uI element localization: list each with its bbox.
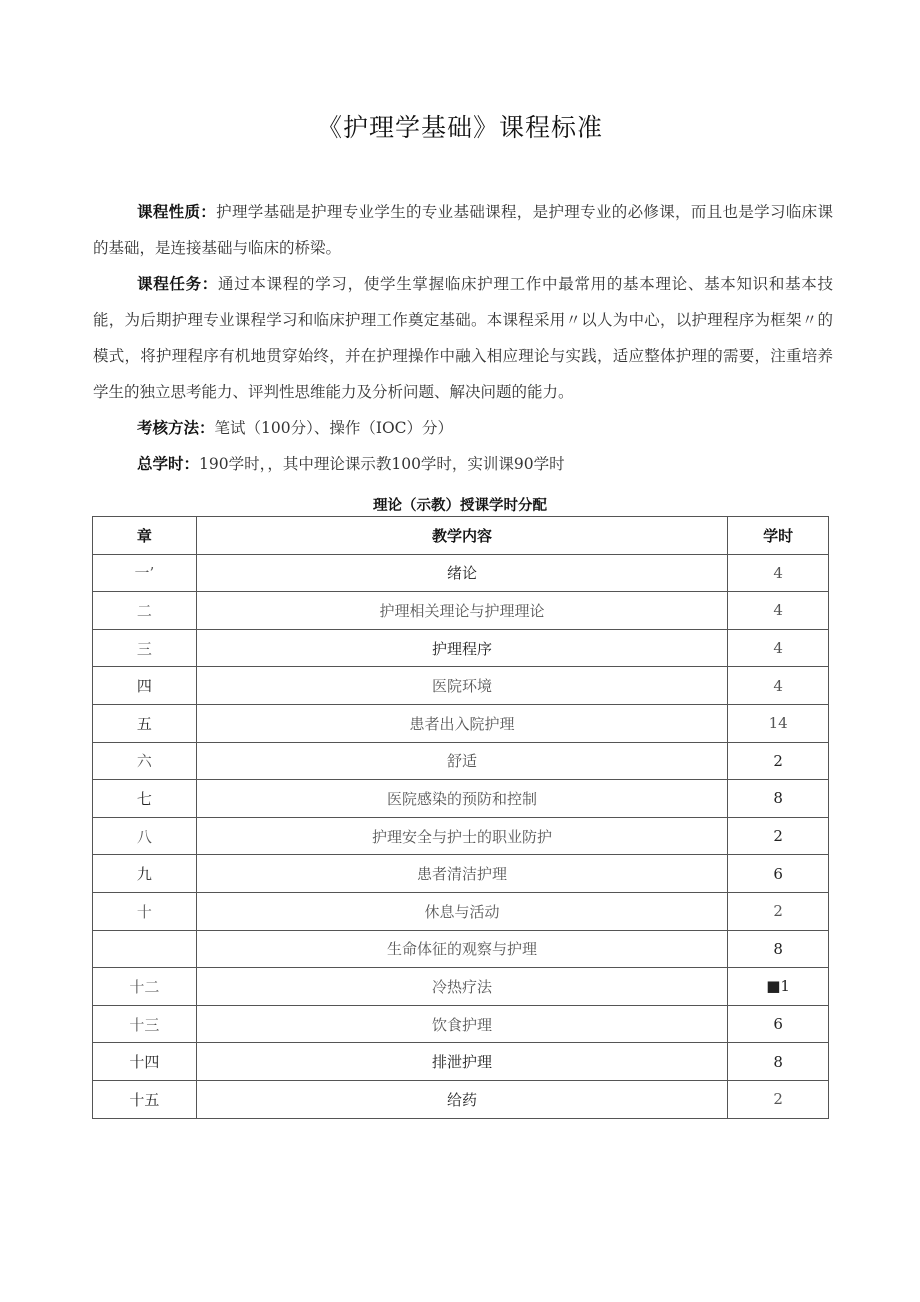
content-cell: 舒适 xyxy=(196,742,727,780)
hours-cell: ■1 xyxy=(728,968,829,1006)
chapter-cell: 三 xyxy=(93,629,197,667)
chapter-cell: 七 xyxy=(93,780,197,818)
content-cell: 护理安全与护士的职业防护 xyxy=(196,817,727,855)
content-cell: 排泄护理 xyxy=(196,1043,727,1081)
chapter-cell xyxy=(93,930,197,968)
hours-cell: 2 xyxy=(728,1080,829,1118)
header-chapter: 章 xyxy=(93,517,197,555)
header-content: 教学内容 xyxy=(196,517,727,555)
table-row xyxy=(93,855,829,893)
content-cell: 医院环境 xyxy=(196,667,727,705)
table-row xyxy=(93,1043,829,1081)
chapter-cell: 十五 xyxy=(93,1080,197,1118)
table-row xyxy=(93,817,829,855)
table-row xyxy=(93,930,829,968)
table-row xyxy=(93,592,829,630)
content-cell: 医院感染的预防和控制 xyxy=(196,780,727,818)
hours-allocation-table xyxy=(92,516,829,1119)
content-cell: 绪论 xyxy=(196,554,727,592)
hours-cell: 6 xyxy=(728,1005,829,1043)
assessment-paragraph xyxy=(93,410,833,446)
hours-cell: 2 xyxy=(728,892,829,930)
chapter-cell: 六 xyxy=(93,742,197,780)
hours-cell: 6 xyxy=(728,855,829,893)
table-row xyxy=(93,968,829,1006)
content-cell: 生命体征的观察与护理 xyxy=(196,930,727,968)
hours-cell: 4 xyxy=(728,554,829,592)
course-nature-text: 护理学基础是护理专业学生的专业基础课程，是护理专业的必修课，而且也是学习临床课的基础，是连接基础与临床的桥梁。 xyxy=(93,203,833,257)
assessment-text: 笔试（100分）、操作（IOC）分） xyxy=(214,419,454,437)
chapter-cell: 十 xyxy=(93,892,197,930)
chapter-cell: 一’ xyxy=(93,554,197,592)
total-hours-text: 190学时，，其中理论课示教100学时，实训课90学时 xyxy=(199,455,565,473)
hours-cell: 2 xyxy=(728,817,829,855)
table-row xyxy=(93,667,829,705)
header-hours: 学时 xyxy=(728,517,829,555)
chapter-cell: 八 xyxy=(93,817,197,855)
table-row xyxy=(93,892,829,930)
course-task-label: 课程任务： xyxy=(137,274,219,293)
content-cell: 护理相关理论与护理理论 xyxy=(196,592,727,630)
assessment-label: 考核方法： xyxy=(137,418,215,437)
content-cell: 患者出入院护理 xyxy=(196,704,727,742)
document-title: 《护理学基础》课程标准 xyxy=(316,113,603,142)
hours-cell: 4 xyxy=(728,629,829,667)
chapter-cell: 十二 xyxy=(93,968,197,1006)
chapter-cell: 十四 xyxy=(93,1043,197,1081)
table-row xyxy=(93,1080,829,1118)
chapter-cell: 十三 xyxy=(93,1005,197,1043)
course-task-text: 通过本课程的学习，使学生掌握临床护理工作中最常用的基本理论、基本知识和基本技能，为后期护理专业课程学习和临床护理工作奠定基础。本课程采用〃以人为中心，以护理程序为框架〃的模式，将护理程序有机地贯穿始终，并在护理操作中融入相应理论与实践，适应整体护理的需要，注重培养学生的独立思考能力、评判性思维能力及分析问题、解决问题的能力。 xyxy=(93,275,833,401)
hours-cell: 8 xyxy=(728,930,829,968)
table-row xyxy=(93,704,829,742)
hours-cell: 4 xyxy=(728,667,829,705)
table-header-row xyxy=(93,517,829,555)
content-cell: 饮食护理 xyxy=(196,1005,727,1043)
hours-cell: 2 xyxy=(728,742,829,780)
chapter-cell: 二 xyxy=(93,592,197,630)
table-row xyxy=(93,1005,829,1043)
table-caption: 理论（示教）授课学时分配 xyxy=(373,497,547,514)
hours-cell: 8 xyxy=(728,780,829,818)
table-row xyxy=(93,554,829,592)
content-cell: 患者清洁护理 xyxy=(196,855,727,893)
course-nature-label: 课程性质： xyxy=(137,202,217,221)
table-row xyxy=(93,742,829,780)
table-row xyxy=(93,780,829,818)
hours-cell: 8 xyxy=(728,1043,829,1081)
content-cell: 给药 xyxy=(196,1080,727,1118)
chapter-cell: 九 xyxy=(93,855,197,893)
content-cell: 冷热疗法 xyxy=(196,968,727,1006)
course-nature-paragraph xyxy=(93,194,833,266)
total-hours-label: 总学时： xyxy=(137,454,200,473)
course-task-paragraph xyxy=(93,266,833,410)
chapter-cell: 四 xyxy=(93,667,197,705)
content-cell: 护理程序 xyxy=(196,629,727,667)
content-cell: 休息与活动 xyxy=(196,892,727,930)
total-hours-paragraph xyxy=(93,446,833,482)
table-row xyxy=(93,629,829,667)
hours-cell: 4 xyxy=(728,592,829,630)
hours-cell: 14 xyxy=(728,704,829,742)
chapter-cell: 五 xyxy=(93,704,197,742)
